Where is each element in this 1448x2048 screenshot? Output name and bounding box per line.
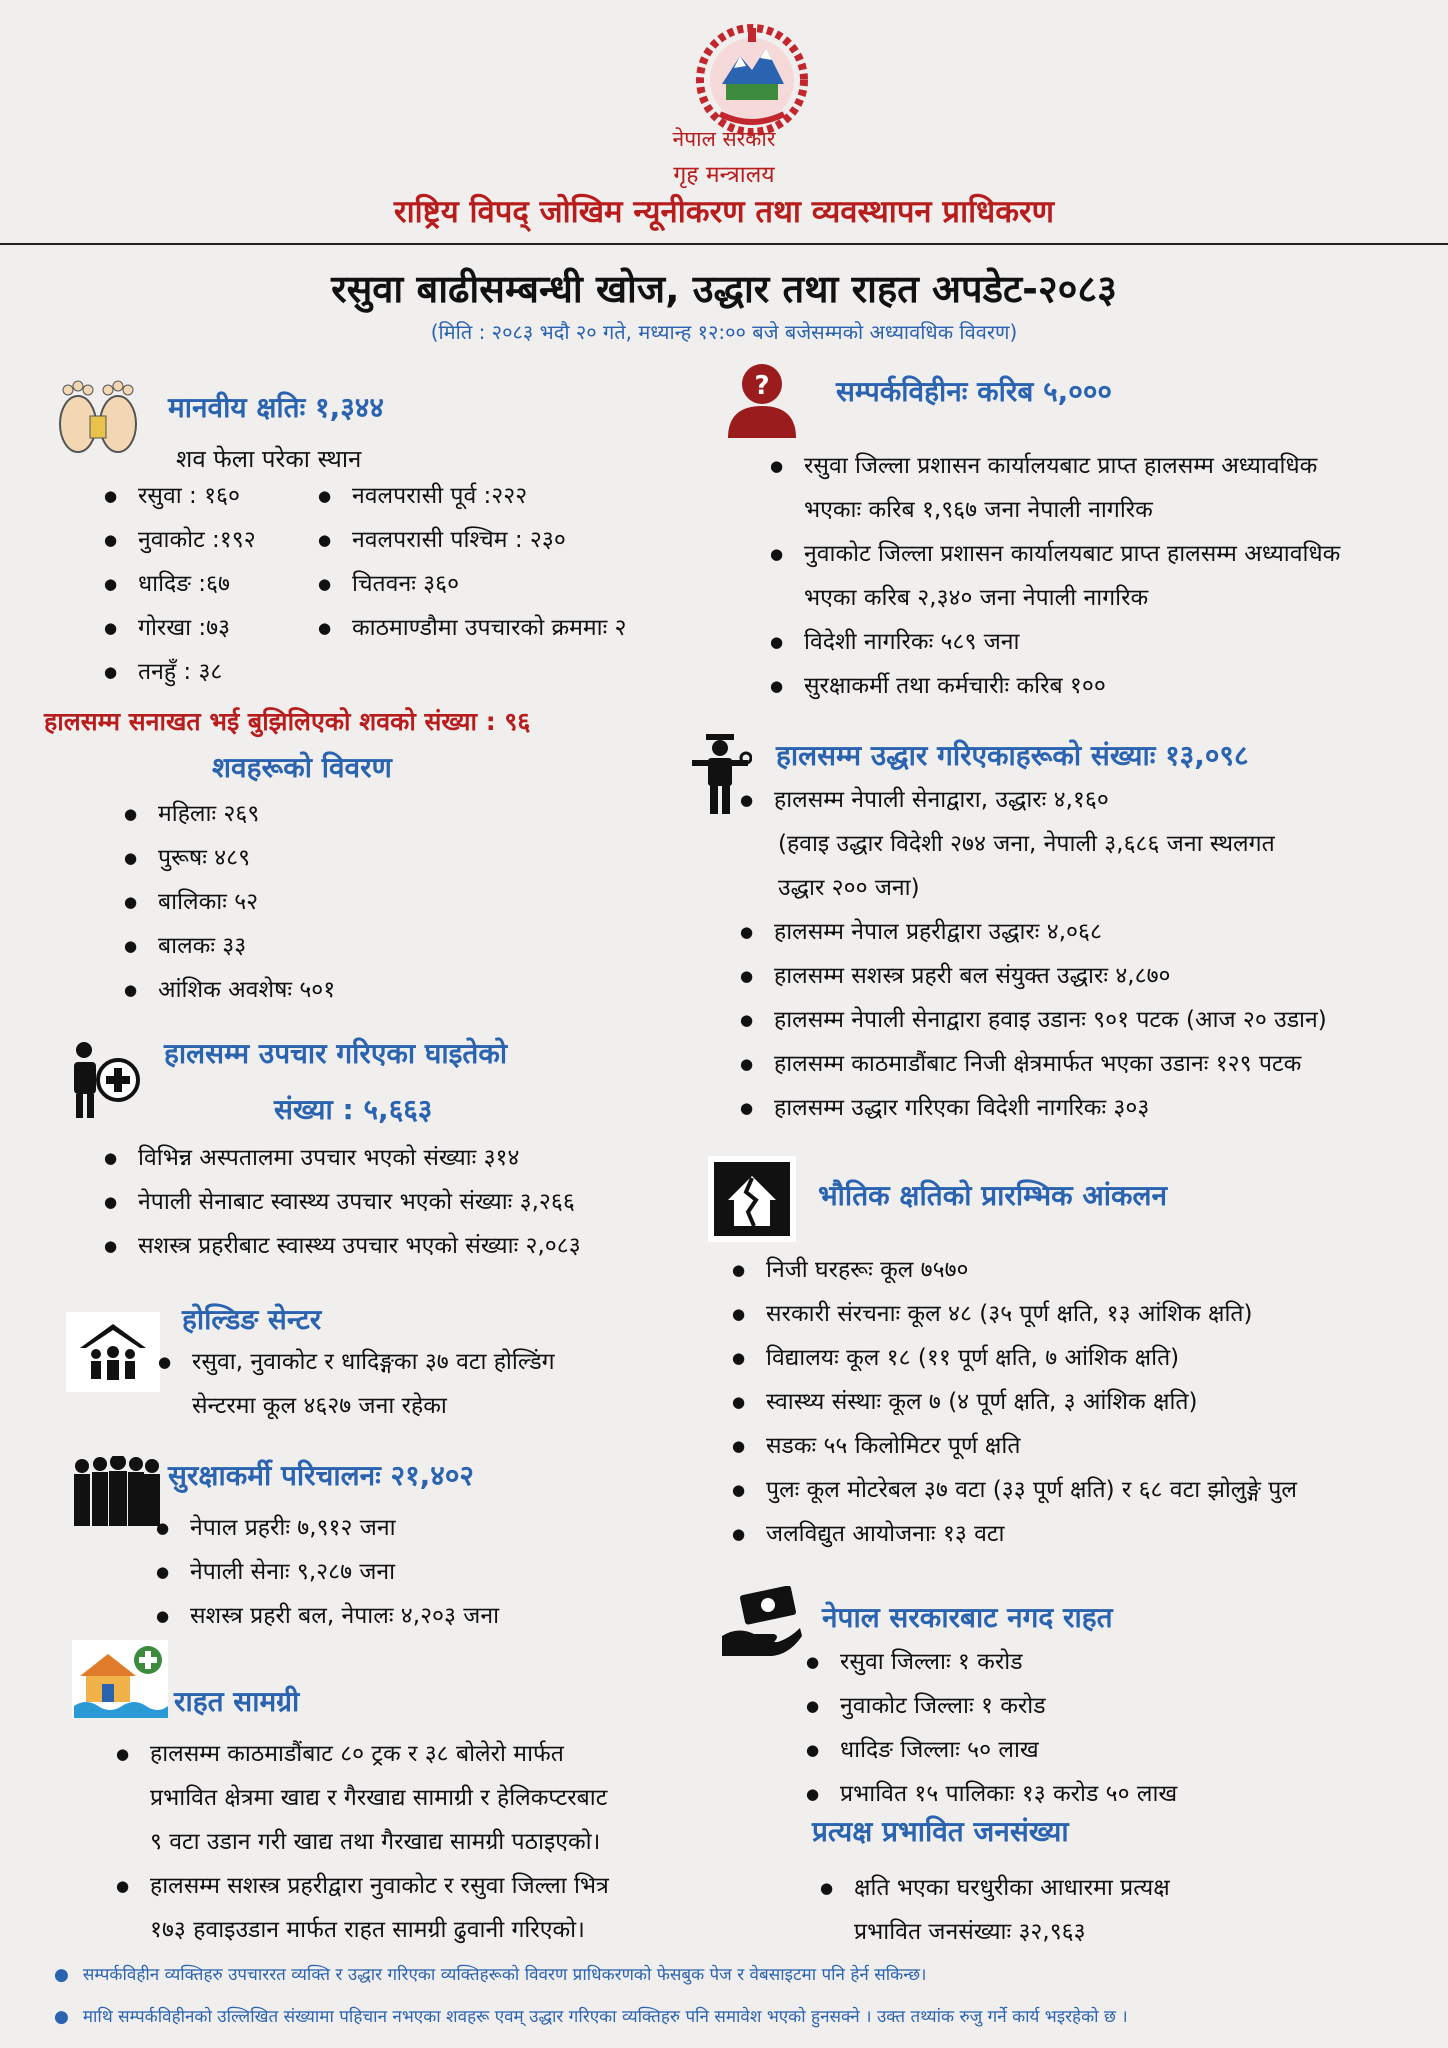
list-item: ● बालिकाः ५२ — [124, 880, 335, 924]
list-item: ● सडकः ५५ किलोमिटर पूर्ण क्षति — [732, 1424, 1297, 1468]
footer-note-1: ● सम्पर्कविहीन व्यक्तिहरु उपचाररत व्यक्ति र उद्धार गरिएका व्यक्तिहरूको विवरण प्राधिकरणको फेसबुक पेज र वेबसाइटमा पनि हेर्न सकिन्छ। — [54, 1965, 927, 1985]
missing-title: सम्पर्कविहीनः करिब ५,००० — [836, 375, 1112, 408]
relief-item1-line1: हालसम्म काठमाडौंबाट ८० ट्रक र ३८ बोलेरो मार्फत — [150, 1741, 564, 1767]
list-item — [116, 1732, 609, 1864]
relief-list — [116, 1732, 609, 1952]
cash-hand-icon — [718, 1586, 802, 1662]
list-item: ● धादिङ जिल्लाः ५० लाख — [806, 1728, 1177, 1772]
damaged-house-icon — [708, 1156, 796, 1242]
list-item: ● पुरूषः ४८९ — [124, 836, 335, 880]
rescued-note-line2: उद्धार २०० जना) — [778, 875, 920, 901]
human-loss-subhead: शव फेला परेका स्थान — [176, 445, 362, 473]
human-loss-title: मानवीय क्षतिः १,३४४ — [168, 391, 384, 424]
list-item: ● सरकारी संरचनाः कूल ४८ (३५ पूर्ण क्षति, १३ आंशिक क्षति) — [732, 1292, 1297, 1336]
list-item: ● नवलपरासी पूर्व :२२२ — [318, 474, 627, 518]
list-item: ● हालसम्म काठमाडौंबाट निजी क्षेत्रमार्फत भएका उडानः १२९ पटक — [740, 1042, 1327, 1086]
list-item: ● हालसम्म नेपाल प्रहरीद्वारा उद्धारः ४,०६८ — [740, 910, 1327, 954]
relief-item2-line2: १७३ हवाइउडान मार्फत राहत सामग्री ढुवानी गरिएको। — [150, 1917, 585, 1943]
list-item: ● हालसम्म नेपाली सेनाद्वारा हवाइ उडानः ९०१ पटक (आज २० उडान) — [740, 998, 1327, 1042]
rescued-list-top — [740, 778, 1109, 822]
page-title: रसुवा बाढीसम्बन्धी खोज, उद्धार तथा राहत अपडेट-२०८३ — [331, 267, 1117, 311]
relief-item1-line3: ९ वटा उडान गरी खाद्य तथा गैरखाद्य सामग्री पठाइएको। — [150, 1829, 601, 1855]
security-list — [156, 1506, 499, 1638]
affected-list — [820, 1866, 1170, 1954]
rescued-title: हालसम्म उद्धार गरिएकाहरूको संख्याः १३,०९८ — [776, 739, 1249, 772]
list-item: ● नुवाकोट :१९२ — [104, 518, 256, 562]
list-item: ● निजी घरहरूः कूल ७५७० — [732, 1248, 1297, 1292]
gov-name: नेपाल सरकार — [672, 127, 776, 151]
ministry-name: गृह मन्त्रालय — [673, 162, 775, 188]
injured-title-line1: हालसम्म उपचार गरिएका घाइतेको — [164, 1037, 508, 1070]
list-item: ● विभिन्न अस्पतालमा उपचार भएको संख्याः ३१४ — [104, 1136, 581, 1180]
missing-item2-line2: भएका करिब २,३४० जना नेपाली नागरिक — [804, 585, 1149, 611]
list-item: ● जलविद्युत आयोजनाः १३ वटा — [732, 1512, 1297, 1556]
relief-house-icon — [72, 1640, 168, 1718]
affected-line1: क्षति भएका घरधुरीका आधारमा प्रत्यक्ष — [854, 1875, 1170, 1901]
list-item: ● महिलाः २६९ — [124, 792, 335, 836]
emblem-icon — [692, 22, 812, 140]
list-item: ● हालसम्म सशस्त्र प्रहरी बल संयुक्त उद्धारः ४,८७० — [740, 954, 1327, 998]
list-item: ● रसुवा : १६० — [104, 474, 256, 518]
list-item: ● हालसम्म नेपाली सेनाद्वारा, उद्धारः ४,१६० — [740, 778, 1109, 822]
footer-note-1-text: सम्पर्कविहीन व्यक्तिहरु उपचाररत व्यक्ति र उद्धार गरिएका व्यक्तिहरूको विवरण प्राधिकरणको फेसबुक पेज र वेबसाइटमा पनि हेर्न सकिन्छ। — [82, 1965, 927, 1985]
list-item — [820, 1866, 1170, 1954]
list-item — [116, 1864, 609, 1952]
relief-item2-line1: हालसम्म सशस्त्र प्रहरीद्वारा नुवाकोट र रसुवा जिल्ला भित्र — [150, 1873, 609, 1899]
list-item: ● नेपाली सेनाबाट स्वास्थ्य उपचार भएको संख्याः ३,२६६ — [104, 1180, 581, 1224]
identified-title: हालसम्म सनाखत भई बुझिलिएको शवको संख्या : ९६ — [44, 707, 531, 736]
footer-note-2: ● माथि सम्पर्कविहीनको उल्लिखित संख्यामा पहिचान नभएका शवहरू एवम् उद्धार गरिएका व्यक्तिहरु पनि समावेश भएको हुनसक्ने । उक्त तथ्यांक रुजु गर्ने कार्य भइरहेको छ । — [54, 2007, 1128, 2027]
missing-item1-line2: भएकाः करिब १,९६७ जना नेपाली नागरिक — [804, 497, 1153, 523]
list-item: ● नवलपरासी पश्चिम : २३० — [318, 518, 627, 562]
authority-name: राष्ट्रिय विपद् जोखिम न्यूनीकरण तथा व्यवस्थापन प्राधिकरण — [393, 194, 1055, 230]
security-personnel-icon — [70, 1456, 162, 1528]
human-loss-right-list — [318, 474, 627, 650]
missing-item1-line1: रसुवा जिल्ला प्रशासन कार्यालयबाट प्राप्त हालसम्म अध्यावधिक — [804, 453, 1318, 479]
list-item: ● धादिङ :६७ — [104, 562, 256, 606]
identified-subhead: शवहरूको विवरण — [212, 751, 392, 784]
injured-person-icon — [66, 1040, 144, 1120]
list-item: ● सशस्त्र प्रहरीबाट स्वास्थ्य उपचार भएको संख्याः २,०८३ — [104, 1224, 581, 1268]
list-item: ● रसुवा जिल्लाः १ करोड — [806, 1640, 1177, 1684]
footer-note-2-text: माथि सम्पर्कविहीनको उल्लिखित संख्यामा पहिचान नभएका शवहरू एवम् उद्धार गरिएका व्यक्तिहरु पनि समावेश भएको हुनसक्ने । उक्त तथ्यांक रुजु गर्ने कार्य भइरहेको छ । — [82, 2007, 1128, 2027]
affected-title: प्रत्यक्ष प्रभावित जनसंख्या — [812, 1815, 1069, 1848]
identified-list — [124, 792, 335, 1012]
list-item: ● आंशिक अवशेषः ५०१ — [124, 968, 335, 1012]
list-item: ● बालकः ३३ — [124, 924, 335, 968]
list-item — [158, 1340, 555, 1428]
list-item: ● सुरक्षाकर्मी तथा कर्मचारीः करिब १०० — [770, 664, 1340, 708]
holding-title: होल्डिङ सेन्टर — [182, 1303, 322, 1336]
list-item — [770, 444, 1340, 532]
physical-title: भौतिक क्षतिको प्रारम्भिक आंकलन — [818, 1179, 1168, 1212]
missing-item2-line1: नुवाकोट जिल्ला प्रशासन कार्यालयबाट प्राप्त हालसम्म अध्यावधिक — [804, 541, 1341, 567]
list-item: ● गोरखा :७३ — [104, 606, 256, 650]
list-item: ● स्वास्थ्य संस्थाः कूल ७ (४ पूर्ण क्षति, ३ आंशिक क्षति) — [732, 1380, 1297, 1424]
header-divider — [0, 243, 1448, 245]
holding-line2: सेन्टरमा कूल ४६२७ जना रहेका — [192, 1393, 447, 1419]
relief-title: राहत सामग्री — [174, 1685, 300, 1718]
rescued-list — [740, 910, 1327, 1130]
security-title: सुरक्षाकर्मी परिचालनः २१,४०२ — [168, 1459, 474, 1492]
list-item: ● प्रभावित १५ पालिकाः १३ करोड ५० लाख — [806, 1772, 1177, 1816]
physical-list — [732, 1248, 1297, 1556]
list-item: ● नुवाकोट जिल्लाः १ करोड — [806, 1684, 1177, 1728]
list-item: ● पुलः कूल मोटरेबल ३७ वटा (३३ पूर्ण क्षति) र ६८ वटा झोलुङ्गे पुल — [732, 1468, 1297, 1512]
list-item: ● नेपाली सेनाः ९,२८७ जना — [156, 1550, 499, 1594]
list-item: ● विदेशी नागरिकः ५८९ जना — [770, 620, 1340, 664]
feet-icon — [50, 376, 146, 456]
list-item: ● तनहुँ : ३८ — [104, 650, 256, 694]
relief-item1-line2: प्रभावित क्षेत्रमा खाद्य र गैरखाद्य सामाग्री र हेलिकप्टरबाट — [150, 1785, 608, 1811]
list-item: ● नेपाल प्रहरीः ७,९१२ जना — [156, 1506, 499, 1550]
list-item: ● सशस्त्र प्रहरी बल, नेपालः ४,२०३ जना — [156, 1594, 499, 1638]
holding-list — [158, 1340, 555, 1428]
missing-list — [770, 444, 1340, 708]
list-item: ● हालसम्म उद्धार गरिएका विदेशी नागरिकः ३०३ — [740, 1086, 1327, 1130]
shelter-icon — [66, 1312, 160, 1392]
list-item: ● विद्यालयः कूल १८ (११ पूर्ण क्षति, ७ आंशिक क्षति) — [732, 1336, 1297, 1380]
list-item: ● काठमाण्डौमा उपचारको क्रममाः २ — [318, 606, 627, 650]
missing-person-icon — [722, 360, 802, 438]
injured-title-line2: संख्या : ५,६६३ — [274, 1093, 433, 1126]
rescued-note-line1: (हवाइ उद्धार विदेशी २७४ जना, नेपाली ३,६८६ जना स्थलगत — [778, 831, 1275, 857]
affected-line2: प्रभावित जनसंख्याः ३२,९६३ — [854, 1919, 1086, 1945]
cash-list — [806, 1640, 1177, 1816]
injured-list — [104, 1136, 581, 1268]
holding-line1: रसुवा, नुवाकोट र धादिङ्गका ३७ वटा होल्डिंग — [192, 1349, 555, 1375]
cash-title: नेपाल सरकारबाट नगद राहत — [822, 1601, 1113, 1634]
svg-text:?: ? — [754, 371, 770, 401]
list-item: ● चितवनः ३६० — [318, 562, 627, 606]
page-subtitle: (मिति : २०८३ भदौ २० गते, मध्यान्ह १२:०० बजे बजेसम्मको अध्यावधिक विवरण) — [430, 320, 1018, 344]
human-loss-left-list — [104, 474, 256, 694]
list-item — [770, 532, 1340, 620]
